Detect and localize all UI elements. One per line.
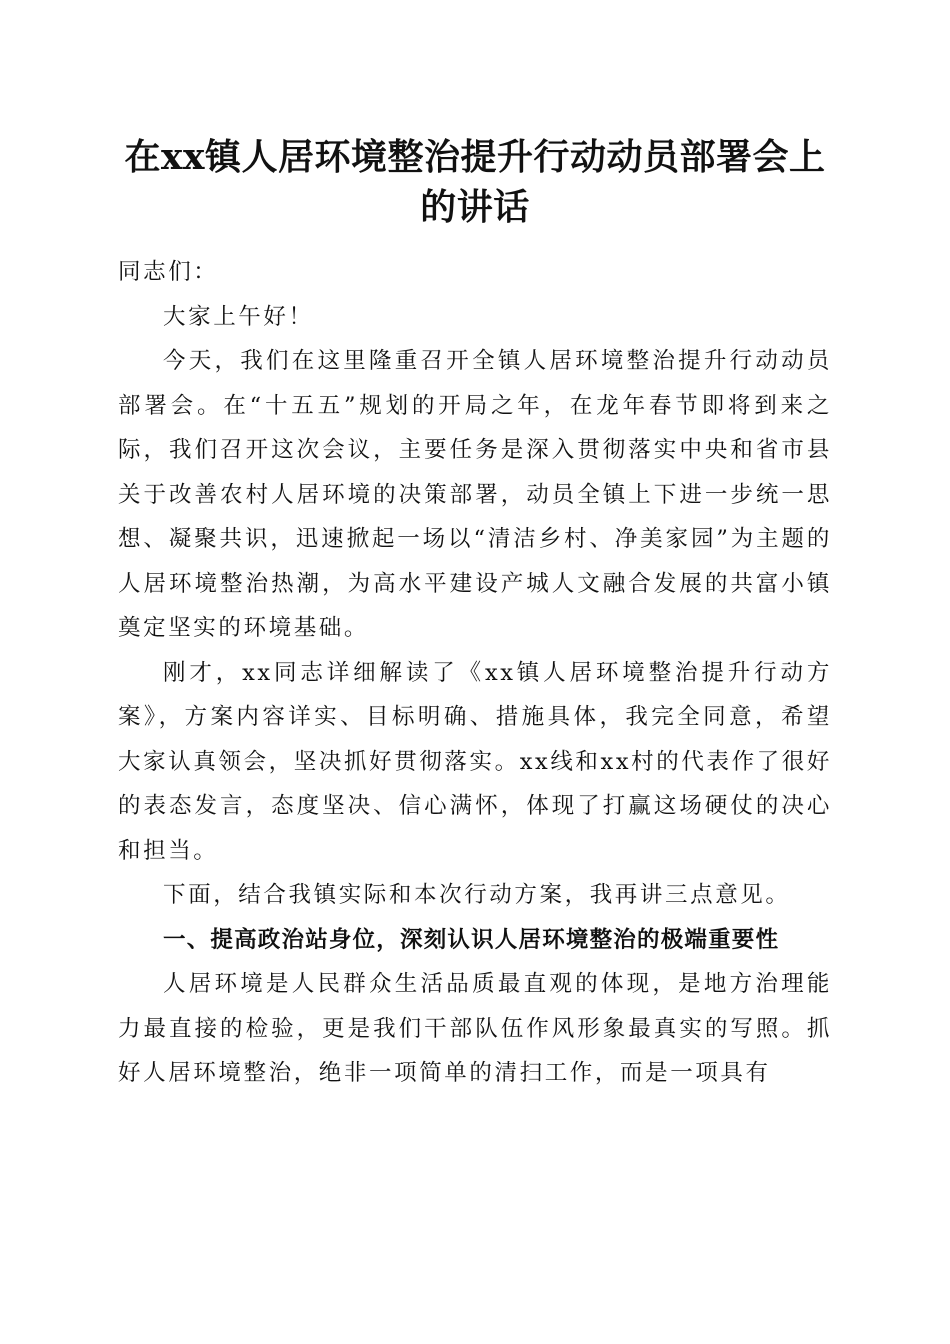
paragraph-transition: 下面，结合我镇实际和本次行动方案，我再讲三点意见。 [163, 882, 791, 908]
paragraph-plan-review: 刚才，xx同志详细解读了《xx镇人居环境整治提升行动方案》，方案内容详实、目标明确、措施具体，我完全同意，希望大家认真领会，坚决抓好贯彻落实。xx线和xx村的代表作了很好的表态发言，态度坚决、信心满怀，体现了打赢这场硬仗的决心和担当。 [118, 659, 832, 864]
title-line-1: 在xx镇人居环境整治提升行动动员部署会上 [124, 136, 826, 178]
paragraph-opening: 今天，我们在这里隆重召开全镇人居环境整治提升行动动员部署会。在“十五五”规划的开局之年，在龙年春节即将到来之际，我们召开这次会议，主要任务是深入贯彻落实中央和省市县关于改善农村人居环境的决策部署，动员全镇上下进一步统一思想、凝聚共识，迅速掀起一场以“清洁乡村、净美家园”为主题的人居环境整治热潮，为高水平建设产城人文融合发展的共富小镇奠定坚实的环境基础。 [118, 348, 832, 641]
section-heading-1: 一、提高政治站身位，深刻认识人居环境整治的极端重要性 [163, 926, 780, 953]
title-line-2: 的讲话 [420, 186, 530, 228]
document-title [118, 132, 832, 232]
greeting: 大家上午好！ [163, 303, 314, 330]
paragraph-section-1: 人居环境是人民群众生活品质最直观的体现，是地方治理能力最直接的检验，更是我们干部队伍作风形象最真实的写照。抓好人居环境整治，绝非一项简单的清扫工作，而是一项具有 [118, 971, 832, 1086]
salutation: 同志们： [118, 259, 219, 285]
document-body [118, 250, 832, 1096]
